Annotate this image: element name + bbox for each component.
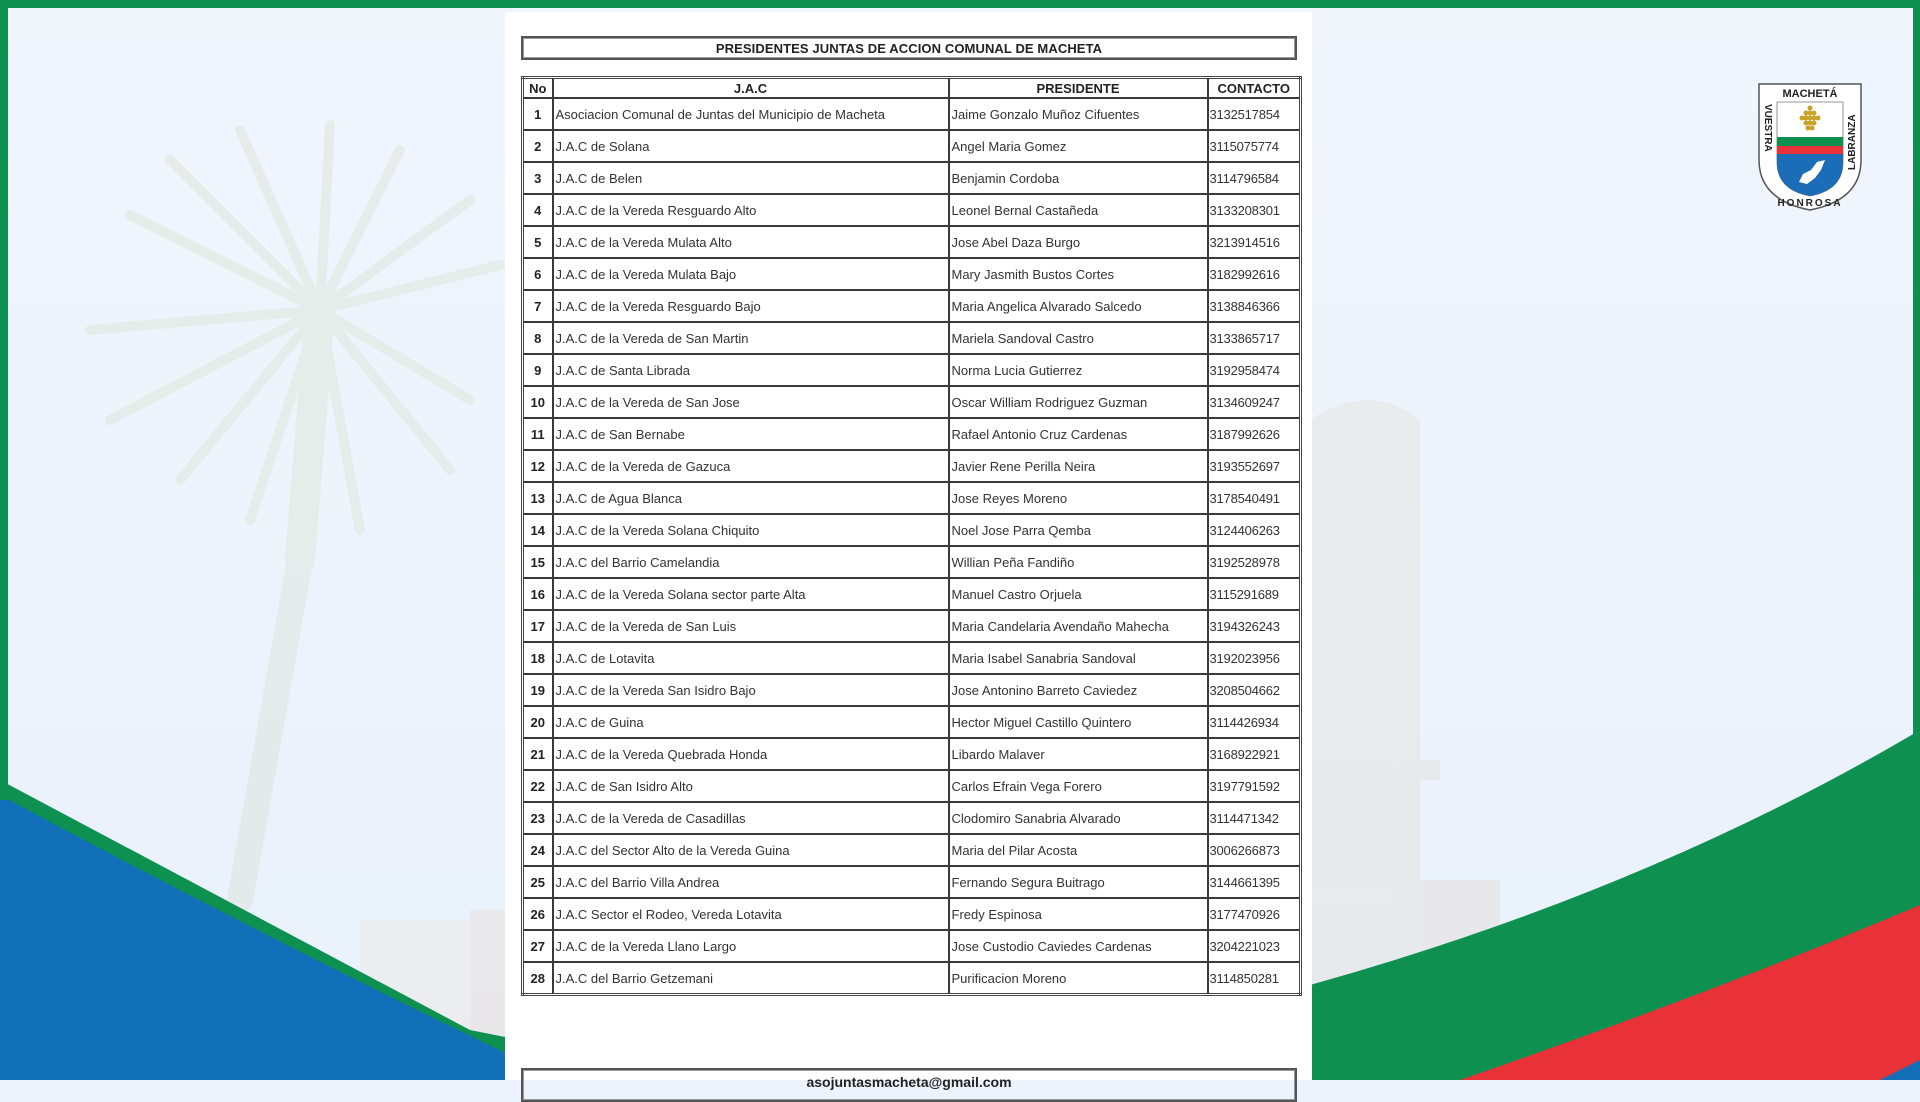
cell-contacto: 3197791592 xyxy=(1208,770,1301,802)
cell-contacto: 3114796584 xyxy=(1208,162,1301,194)
table-row xyxy=(523,482,1301,514)
table-header-row xyxy=(523,78,1301,99)
cell-presidente: Carlos Efrain Vega Forero xyxy=(949,770,1208,802)
cell-presidente: Benjamin Cordoba xyxy=(949,162,1208,194)
cell-no: 21 xyxy=(523,738,553,770)
cell-jac: J.A.C de Guina xyxy=(553,706,949,738)
table-row xyxy=(523,290,1301,322)
table-row xyxy=(523,546,1301,578)
cell-contacto: 3192023956 xyxy=(1208,642,1301,674)
cell-no: 14 xyxy=(523,514,553,546)
cell-jac: J.A.C de la Vereda Quebrada Honda xyxy=(553,738,949,770)
cell-no: 27 xyxy=(523,930,553,962)
table-row xyxy=(523,642,1301,674)
cell-jac: J.A.C de San Bernabe xyxy=(553,418,949,450)
table-row xyxy=(523,802,1301,834)
cell-jac: J.A.C de la Vereda Solana sector parte Alta xyxy=(553,578,949,610)
cell-jac: J.A.C de la Vereda de Gazuca xyxy=(553,450,949,482)
shield-red-stripe xyxy=(1777,146,1843,154)
cell-jac: J.A.C de la Vereda Resguardo Bajo xyxy=(553,290,949,322)
cell-contacto: 3168922921 xyxy=(1208,738,1301,770)
cell-no: 16 xyxy=(523,578,553,610)
cell-contacto: 3178540491 xyxy=(1208,482,1301,514)
cell-contacto: 3133208301 xyxy=(1208,194,1301,226)
column-header-no: No xyxy=(523,78,553,99)
cell-contacto: 3194326243 xyxy=(1208,610,1301,642)
logo-left-text: VUESTRA xyxy=(1762,104,1773,152)
cell-no: 6 xyxy=(523,258,553,290)
table-row xyxy=(523,194,1301,226)
cell-jac: J.A.C de la Vereda de San Jose xyxy=(553,386,949,418)
logo-top-text: MACHETÁ xyxy=(1782,88,1838,100)
cell-contacto: 3114850281 xyxy=(1208,962,1301,995)
cell-presidente: Jose Antonino Barreto Caviedez xyxy=(949,674,1208,706)
table-row xyxy=(523,162,1301,194)
cell-presidente: Mariela Sandoval Castro xyxy=(949,322,1208,354)
table-row xyxy=(523,354,1301,386)
frame-right-border xyxy=(1913,0,1920,740)
cell-no: 20 xyxy=(523,706,553,738)
document-title: PRESIDENTES JUNTAS DE ACCION COMUNAL DE MACHETA xyxy=(715,40,1103,56)
cell-jac: J.A.C de la Vereda San Isidro Bajo xyxy=(553,674,949,706)
contact-email: asojuntasmacheta@gmail.com xyxy=(806,1074,1012,1090)
cell-presidente: Hector Miguel Castillo Quintero xyxy=(949,706,1208,738)
frame-left-border xyxy=(0,0,8,800)
cell-jac: J.A.C del Sector Alto de la Vereda Guina xyxy=(553,834,949,866)
shield-green-stripe xyxy=(1777,137,1843,146)
table-row xyxy=(523,610,1301,642)
cell-contacto: 3134609247 xyxy=(1208,386,1301,418)
cell-contacto: 3114471342 xyxy=(1208,802,1301,834)
table-row xyxy=(523,130,1301,162)
cell-jac: Asociacion Comunal de Juntas del Municipio de Macheta xyxy=(553,98,949,130)
cell-presidente: Angel Maria Gomez xyxy=(949,130,1208,162)
column-header-jac: J.A.C xyxy=(553,78,949,99)
cell-jac: J.A.C de la Vereda de San Martin xyxy=(553,322,949,354)
cell-no: 23 xyxy=(523,802,553,834)
cell-contacto: 3132517854 xyxy=(1208,98,1301,130)
cell-jac: J.A.C Sector el Rodeo, Vereda Lotavita xyxy=(553,898,949,930)
cell-jac: J.A.C de la Vereda Mulata Alto xyxy=(553,226,949,258)
cell-presidente: Jose Abel Daza Burgo xyxy=(949,226,1208,258)
cell-jac: J.A.C de Belen xyxy=(553,162,949,194)
column-header-contacto: CONTACTO xyxy=(1208,78,1301,99)
cell-no: 25 xyxy=(523,866,553,898)
table-row xyxy=(523,514,1301,546)
column-header-presidente: PRESIDENTE xyxy=(949,78,1208,99)
cell-presidente: Manuel Castro Orjuela xyxy=(949,578,1208,610)
cell-no: 17 xyxy=(523,610,553,642)
cell-contacto: 3208504662 xyxy=(1208,674,1301,706)
cell-no: 9 xyxy=(523,354,553,386)
cell-no: 28 xyxy=(523,962,553,995)
cell-contacto: 3114426934 xyxy=(1208,706,1301,738)
cell-presidente: Maria Candelaria Avendaño Mahecha xyxy=(949,610,1208,642)
cell-jac: J.A.C de Agua Blanca xyxy=(553,482,949,514)
table-row xyxy=(523,674,1301,706)
cell-no: 22 xyxy=(523,770,553,802)
cell-no: 2 xyxy=(523,130,553,162)
cell-presidente: Jose Reyes Moreno xyxy=(949,482,1208,514)
table-row xyxy=(523,226,1301,258)
macheta-shield-logo xyxy=(1755,82,1865,212)
cell-contacto: 3138846366 xyxy=(1208,290,1301,322)
cell-presidente: Fernando Segura Buitrago xyxy=(949,866,1208,898)
cell-jac: J.A.C de la Vereda Mulata Bajo xyxy=(553,258,949,290)
cell-jac: J.A.C de la Vereda de San Luis xyxy=(553,610,949,642)
cell-contacto: 3177470926 xyxy=(1208,898,1301,930)
cell-jac: J.A.C del Barrio Villa Andrea xyxy=(553,866,949,898)
cell-no: 1 xyxy=(523,98,553,130)
cell-jac: J.A.C de la Vereda Llano Largo xyxy=(553,930,949,962)
cell-jac: J.A.C de la Vereda de Casadillas xyxy=(553,802,949,834)
cell-presidente: Leonel Bernal Castañeda xyxy=(949,194,1208,226)
table-row xyxy=(523,834,1301,866)
cell-no: 19 xyxy=(523,674,553,706)
logo-right-text: LABRANZA xyxy=(1847,114,1858,170)
cell-no: 11 xyxy=(523,418,553,450)
document-title-box xyxy=(521,36,1297,60)
cell-jac: J.A.C de la Vereda Resguardo Alto xyxy=(553,194,949,226)
email-box xyxy=(521,1068,1297,1102)
cell-presidente: Maria Angelica Alvarado Salcedo xyxy=(949,290,1208,322)
cell-contacto: 3115075774 xyxy=(1208,130,1301,162)
table-row xyxy=(523,962,1301,995)
cell-no: 10 xyxy=(523,386,553,418)
document-panel xyxy=(505,12,1312,1090)
cell-no: 24 xyxy=(523,834,553,866)
cell-no: 7 xyxy=(523,290,553,322)
cell-no: 4 xyxy=(523,194,553,226)
cell-contacto: 3192528978 xyxy=(1208,546,1301,578)
cell-presidente: Willian Peña Fandiño xyxy=(949,546,1208,578)
presidents-table xyxy=(521,76,1302,996)
cell-contacto: 3204221023 xyxy=(1208,930,1301,962)
cell-contacto: 3006266873 xyxy=(1208,834,1301,866)
cell-jac: J.A.C del Barrio Camelandia xyxy=(553,546,949,578)
cell-jac: J.A.C del Barrio Getzemani xyxy=(553,962,949,995)
table-row xyxy=(523,930,1301,962)
cell-contacto: 3115291689 xyxy=(1208,578,1301,610)
cell-contacto: 3182992616 xyxy=(1208,258,1301,290)
table-row xyxy=(523,706,1301,738)
cell-presidente: Libardo Malaver xyxy=(949,738,1208,770)
cell-no: 3 xyxy=(523,162,553,194)
cell-no: 26 xyxy=(523,898,553,930)
table-row xyxy=(523,258,1301,290)
cell-no: 12 xyxy=(523,450,553,482)
cell-no: 18 xyxy=(523,642,553,674)
cell-presidente: Noel Jose Parra Qemba xyxy=(949,514,1208,546)
cell-no: 15 xyxy=(523,546,553,578)
table-row xyxy=(523,770,1301,802)
cell-presidente: Norma Lucia Gutierrez xyxy=(949,354,1208,386)
table-row xyxy=(523,898,1301,930)
cell-contacto: 3144661395 xyxy=(1208,866,1301,898)
cell-jac: J.A.C de la Vereda Solana Chiquito xyxy=(553,514,949,546)
table-row xyxy=(523,98,1301,130)
cell-contacto: 3124406263 xyxy=(1208,514,1301,546)
cell-presidente: Jaime Gonzalo Muñoz Cifuentes xyxy=(949,98,1208,130)
cell-presidente: Clodomiro Sanabria Alvarado xyxy=(949,802,1208,834)
cell-presidente: Mary Jasmith Bustos Cortes xyxy=(949,258,1208,290)
cell-no: 8 xyxy=(523,322,553,354)
table-row xyxy=(523,322,1301,354)
cell-no: 13 xyxy=(523,482,553,514)
cell-presidente: Maria del Pilar Acosta xyxy=(949,834,1208,866)
table-row xyxy=(523,450,1301,482)
cell-contacto: 3193552697 xyxy=(1208,450,1301,482)
table-row xyxy=(523,578,1301,610)
table-row xyxy=(523,866,1301,898)
logo-bottom-text: HONROSA xyxy=(1777,198,1843,209)
cell-presidente: Fredy Espinosa xyxy=(949,898,1208,930)
cell-no: 5 xyxy=(523,226,553,258)
cell-presidente: Oscar William Rodriguez Guzman xyxy=(949,386,1208,418)
cell-jac: J.A.C de Santa Librada xyxy=(553,354,949,386)
table-row xyxy=(523,418,1301,450)
cell-contacto: 3133865717 xyxy=(1208,322,1301,354)
table-row xyxy=(523,386,1301,418)
cell-jac: J.A.C de San Isidro Alto xyxy=(553,770,949,802)
cell-contacto: 3192958474 xyxy=(1208,354,1301,386)
cell-jac: J.A.C de Lotavita xyxy=(553,642,949,674)
cell-presidente: Jose Custodio Caviedes Cardenas xyxy=(949,930,1208,962)
cell-presidente: Javier Rene Perilla Neira xyxy=(949,450,1208,482)
cell-presidente: Purificacion Moreno xyxy=(949,962,1208,995)
cell-contacto: 3187992626 xyxy=(1208,418,1301,450)
cell-jac: J.A.C de Solana xyxy=(553,130,949,162)
cell-presidente: Rafael Antonio Cruz Cardenas xyxy=(949,418,1208,450)
table-row xyxy=(523,738,1301,770)
frame-top-border xyxy=(0,0,1920,8)
cell-contacto: 3213914516 xyxy=(1208,226,1301,258)
cell-presidente: Maria Isabel Sanabria Sandoval xyxy=(949,642,1208,674)
